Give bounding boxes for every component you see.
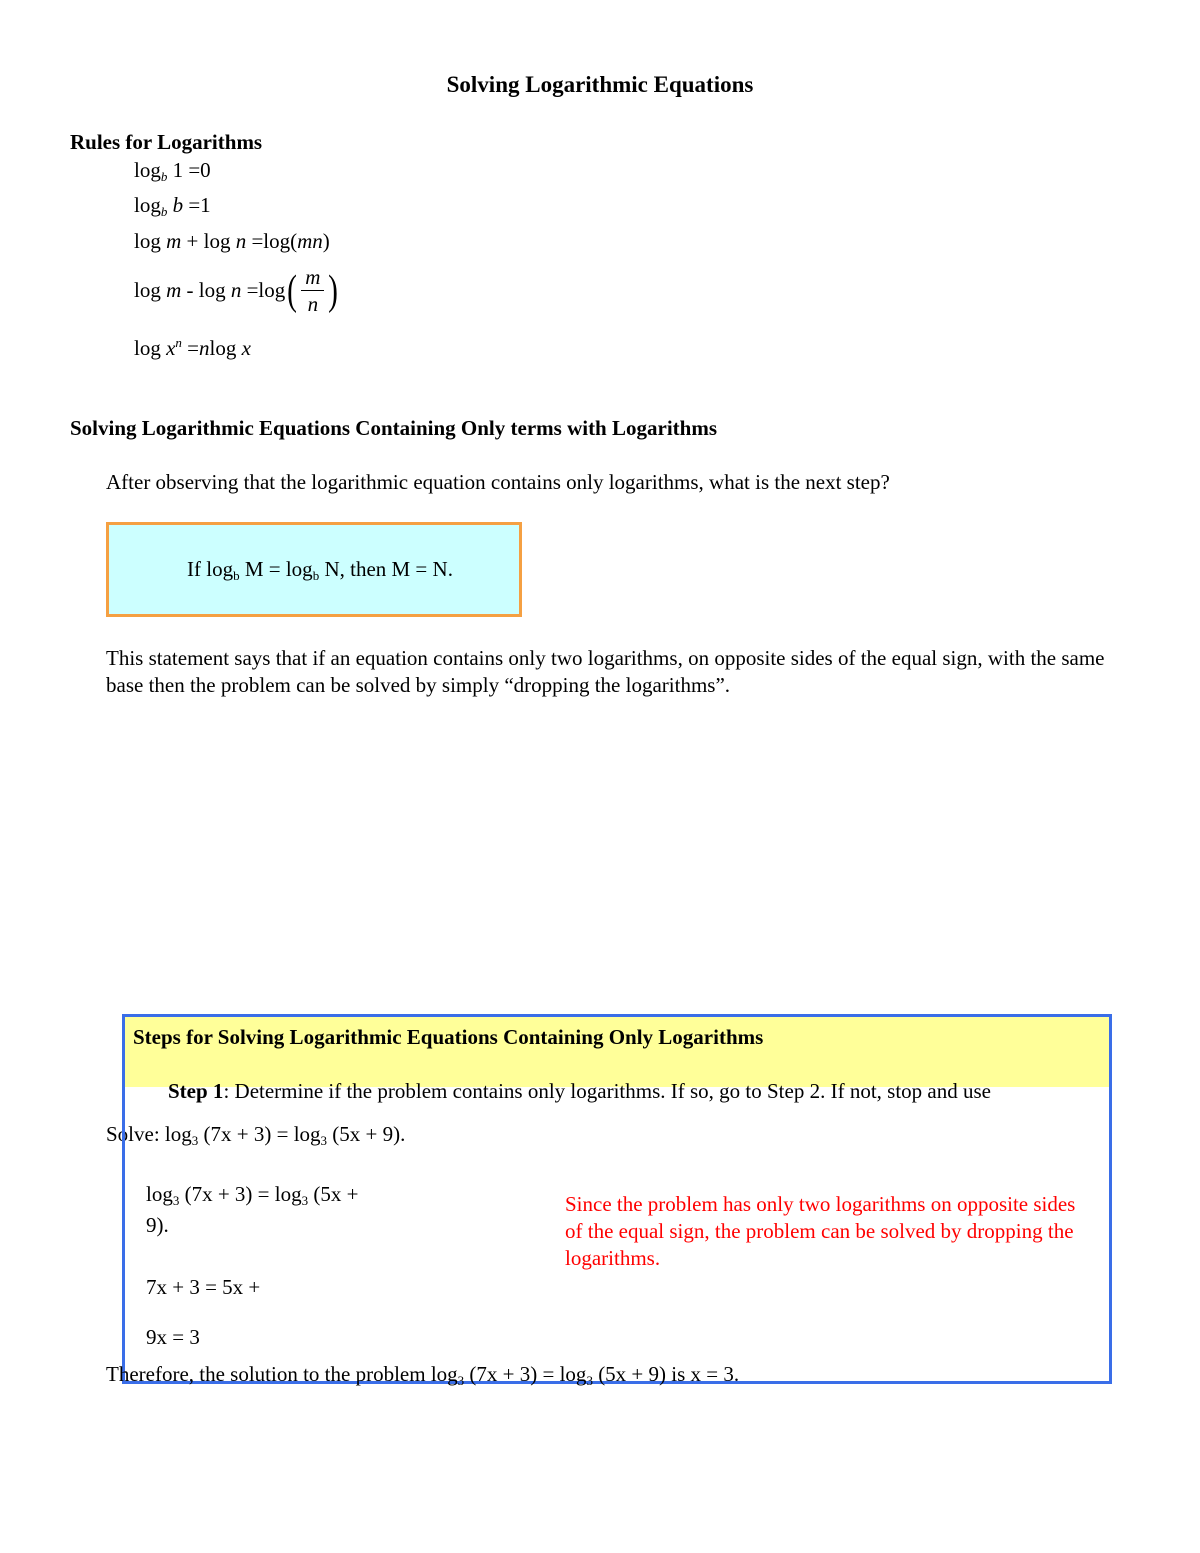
work-line-3: 9x = 3 xyxy=(146,1325,200,1349)
solve-problem: Solve: $\log_3 (7x + 3) = \log_3 (5x + 9)$. xyxy=(106,1122,406,1148)
explanation-note: Since the problem has only two logarithms on opposite sides of the equal sign, the problem can be solved by dropping the logarithms. xyxy=(565,1192,1076,1270)
rule-power: $\log x^n =nlog$ x xyxy=(134,335,251,360)
rule-callout-box xyxy=(106,522,522,617)
rule-log-one: $\log_b 1 =0$ xyxy=(134,158,211,184)
conclusion: Therefore, the solution to the problem $\log_3 (7x + 3) = \log_3 (5x + 9)$ is x = 3. xyxy=(106,1362,740,1388)
rule-product: log m + log n =log(mn) xyxy=(134,229,330,253)
work-line-2: 7x + 3 = 5x + xyxy=(146,1275,261,1299)
rule-statement: If $\log_b M = \log_b N$, then M = N. xyxy=(187,557,453,583)
rule-log-base: $\log_b b =1$ xyxy=(134,193,211,219)
page-title: Solving Logarithmic Equations xyxy=(446,72,754,97)
steps-box xyxy=(122,1014,1112,1384)
fraction: $\frac{m}{n}$ xyxy=(301,264,324,317)
work-line-1-cont: 9). xyxy=(146,1213,169,1237)
explanation-paragraph: This statement says that if an equation contains only two logarithms, on opposite sides of the equal sign, with the same base then the problem can be solved by simply “dropping the logarithms”. xyxy=(106,646,1105,697)
section-heading: Solving Logarithmic Equations Containing Only terms with Logarithms xyxy=(70,416,717,440)
rule-quotient: log m - log n =log( $\frac{m}{n}$ ) xyxy=(134,265,339,316)
question-text: After observing that the logarithmic equation contains only logarithms, what is the next step? xyxy=(106,470,890,494)
step-1: Step 1: Determine if the problem contains only logarithms. If so, go to Step 2. If not, stop and use xyxy=(168,1079,991,1103)
rules-heading: Rules for Logarithms xyxy=(70,130,263,154)
work-line-1: $\log_3 (7x + 3) = \log_3 (5x$ + xyxy=(146,1182,359,1208)
steps-heading: Steps for Solving Logarithmic Equations Containing Only Logarithms xyxy=(133,1025,764,1049)
